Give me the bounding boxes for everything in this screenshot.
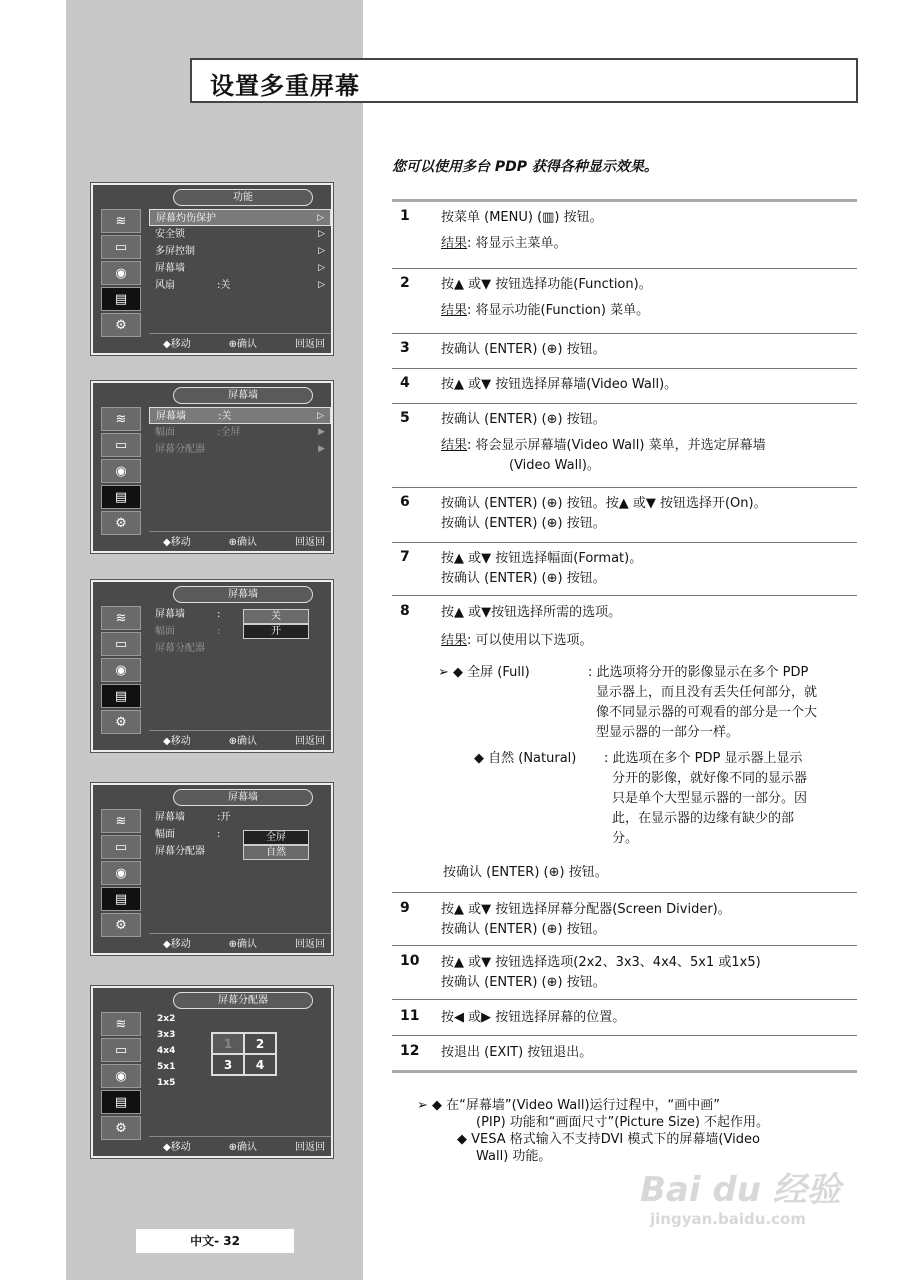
osd-row: 幅面 :	[155, 829, 221, 840]
page-number: 中文- 32	[136, 1229, 294, 1253]
sound-icon: ◉	[101, 658, 141, 682]
size-option: 2x2	[157, 1014, 176, 1024]
size-option: 1x5	[157, 1078, 176, 1088]
step-8: 8 按▲ 或▼按钮选择所需的选项。 结果: 可以使用以下选项。 ➢ ◆ 全屏 (Full) : 此选项将分开的影像显示在多个 PDP 显示器上，而且没有丢失任何部分，就 像不同显示器的可观看的部分是一个大 型显示器的一部分一样。 ◆ 自然 (Natural) : 此选项在多个 PDP 显示器上显示 分开的影像，就好像不同的显示器 只是单个大型显示器的一部分。因 此，在显示器的边缘有缺少的部 分。 按确认 (ENTER) (⊕) 按钮。	[392, 603, 857, 893]
step-9: 9 按▲ 或▼ 按钮选择屏幕分配器(Screen Divider)。 按确认 (ENTER) (⊕) 按钮。	[400, 900, 731, 937]
osd-function-menu	[91, 183, 333, 355]
osd-format-menu	[91, 783, 333, 955]
osd-row: 屏幕墙 :关 ▷	[149, 407, 331, 424]
grid-cell: 4	[244, 1054, 276, 1075]
sound-icon: ◉	[101, 459, 141, 483]
osd-row: 屏幕灼伤保护 ▷	[149, 209, 331, 226]
function-icon: ▤	[101, 684, 141, 708]
osd-option: 自然	[243, 845, 309, 860]
divider	[392, 368, 857, 369]
divider	[392, 333, 857, 334]
page-title-box	[190, 58, 858, 103]
divider	[392, 945, 857, 946]
setup-icon: ⚙	[101, 511, 141, 535]
osd-row: 屏幕墙 ▷	[155, 263, 325, 274]
osd-footer: ◆移动 ⊕确认 回返回	[149, 730, 331, 746]
step-10: 10 按▲ 或▼ 按钮选择选项(2x2、3x3、4x4、5x1 或1x5) 按确认 (ENTER) (⊕) 按钮。	[400, 953, 761, 990]
notes-block: ➢ ◆ 在“屏幕墙”(Video Wall)运行过程中，“画中画” (PIP) 功能和“画面尺寸”(Picture Size) 不起作用。 ◆ VESA 格式输入不支持DVI 模式下的屏幕墙(Video Wall) 功能。	[417, 1098, 770, 1164]
picture-icon: ▭	[101, 433, 141, 457]
osd-row: 屏幕墙 :	[155, 609, 221, 620]
osd-option-box	[243, 830, 309, 860]
antenna-icon: ≋	[101, 407, 141, 431]
osd-option: 全屏	[243, 830, 309, 845]
picture-icon: ▭	[101, 632, 141, 656]
divider	[392, 1070, 857, 1073]
osd-option: 关	[243, 609, 309, 624]
picture-icon: ▭	[101, 835, 141, 859]
divider	[392, 595, 857, 596]
page-title: 设置多重屏幕	[210, 72, 360, 100]
osd-footer: ◆移动 ⊕确认 回返回	[149, 333, 331, 349]
osd-header: 功能	[173, 189, 313, 206]
setup-icon: ⚙	[101, 313, 141, 337]
osd-row: 屏幕分配器 ▶	[155, 444, 325, 455]
osd-icon-column	[97, 207, 143, 337]
osd-row: 屏幕分配器	[155, 643, 205, 654]
grid-cell: 1	[212, 1033, 244, 1054]
sound-icon: ◉	[101, 261, 141, 285]
osd-header: 屏幕墙	[173, 387, 313, 404]
divider	[392, 403, 857, 404]
osd-header: 屏幕分配器	[173, 992, 313, 1009]
osd-icon-column	[97, 405, 143, 535]
osd-video-wall-menu	[91, 381, 333, 553]
intro-text: 您可以使用多台 PDP 获得各种显示效果。	[392, 159, 658, 175]
size-option: 3x3	[157, 1030, 176, 1040]
picture-icon: ▭	[101, 235, 141, 259]
function-icon: ▤	[101, 1090, 141, 1114]
grid-cell: 2	[244, 1033, 276, 1054]
step-1: 1 按菜单 (MENU) (▥) 按钮。 结果: 将显示主菜单。	[400, 208, 603, 251]
grid-cell: 3	[212, 1054, 244, 1075]
osd-row: 风扇 :关 ▷	[155, 280, 325, 291]
step-4: 4 按▲ 或▼ 按钮选择屏幕墙(Video Wall)。	[400, 375, 678, 392]
osd-row: 幅面 :	[155, 626, 221, 637]
osd-row: 屏幕分配器	[155, 846, 205, 857]
divider	[392, 1035, 857, 1036]
step-6: 6 按确认 (ENTER) (⊕) 按钮。按▲ 或▼ 按钮选择开(On)。 按确认 (ENTER) (⊕) 按钮。	[400, 494, 767, 531]
sound-icon: ◉	[101, 1064, 141, 1088]
step-11: 11 按◀ 或▶ 按钮选择屏幕的位置。	[400, 1008, 626, 1025]
option-natural-label: ◆ 自然 (Natural)	[474, 751, 577, 766]
option-natural-text: : 此选项在多个 PDP 显示器上显示 分开的影像，就好像不同的显示器 只是单个大型显示器的一部分。因 此，在显示器的边缘有缺少的部 分。	[604, 751, 808, 846]
osd-row: 幅面 :全屏 ▶	[155, 427, 325, 438]
antenna-icon: ≋	[101, 1012, 141, 1036]
divider-grid	[211, 1032, 277, 1076]
osd-row: 屏幕墙 :开	[155, 812, 231, 823]
osd-icon-column	[97, 604, 143, 734]
osd-option-box	[243, 609, 309, 639]
step-3: 3 按确认 (ENTER) (⊕) 按钮。	[400, 340, 606, 357]
osd-option: 开	[243, 624, 309, 639]
antenna-icon: ≋	[101, 809, 141, 833]
divider	[392, 487, 857, 488]
size-option: 4x4	[157, 1046, 176, 1056]
sound-icon: ◉	[101, 861, 141, 885]
option-full-text: : 此选项将分开的影像显示在多个 PDP 显示器上，而且没有丢失任何部分，就 像不同显示器的可观看的部分是一个大 型显示器的一部分一样。	[588, 665, 818, 740]
setup-icon: ⚙	[101, 710, 141, 734]
function-icon: ▤	[101, 485, 141, 509]
osd-header: 屏幕墙	[173, 586, 313, 603]
size-option: 5x1	[157, 1062, 176, 1072]
antenna-icon: ≋	[101, 606, 141, 630]
step-2: 2 按▲ 或▼ 按钮选择功能(Function)。 结果: 将显示功能(Function) 菜单。	[400, 275, 652, 318]
osd-list	[149, 209, 331, 294]
setup-icon: ⚙	[101, 913, 141, 937]
divider	[392, 199, 857, 202]
osd-icon-column	[97, 807, 143, 937]
osd-video-wall-onoff	[91, 580, 333, 752]
step-7: 7 按▲ 或▼ 按钮选择幅面(Format)。 按确认 (ENTER) (⊕) 按钮。	[400, 549, 643, 586]
step-8-confirm: 按确认 (ENTER) (⊕) 按钮。	[443, 865, 608, 880]
divider	[392, 268, 857, 269]
step-5: 5 按确认 (ENTER) (⊕) 按钮。 结果: 将会显示屏幕墙(Video Wall) 菜单，并选定屏幕墙 (Video Wall)。	[400, 410, 766, 473]
picture-icon: ▭	[101, 1038, 141, 1062]
divider	[392, 892, 857, 893]
osd-list	[149, 407, 331, 458]
function-icon: ▤	[101, 287, 141, 311]
osd-screen-divider	[91, 986, 333, 1158]
setup-icon: ⚙	[101, 1116, 141, 1140]
osd-footer: ◆移动 ⊕确认 回返回	[149, 933, 331, 949]
watermark-url: jingyan.baidu.com	[650, 1210, 806, 1228]
osd-row: 安全锁 ▷	[155, 229, 325, 240]
divider-size-list	[157, 1014, 175, 1094]
osd-footer: ◆移动 ⊕确认 回返回	[149, 531, 331, 547]
osd-row: 多屏控制 ▷	[155, 246, 325, 257]
antenna-icon: ≋	[101, 209, 141, 233]
osd-header: 屏幕墙	[173, 789, 313, 806]
function-icon: ▤	[101, 887, 141, 911]
watermark-logo: Bai du 经验	[640, 1170, 841, 1210]
option-full-label: ➢ ◆ 全屏 (Full)	[438, 665, 530, 680]
divider	[392, 542, 857, 543]
osd-footer: ◆移动 ⊕确认 回返回	[149, 1136, 331, 1152]
step-12: 12 按退出 (EXIT) 按钮退出。	[400, 1043, 593, 1060]
divider	[392, 999, 857, 1000]
osd-icon-column	[97, 1010, 143, 1140]
